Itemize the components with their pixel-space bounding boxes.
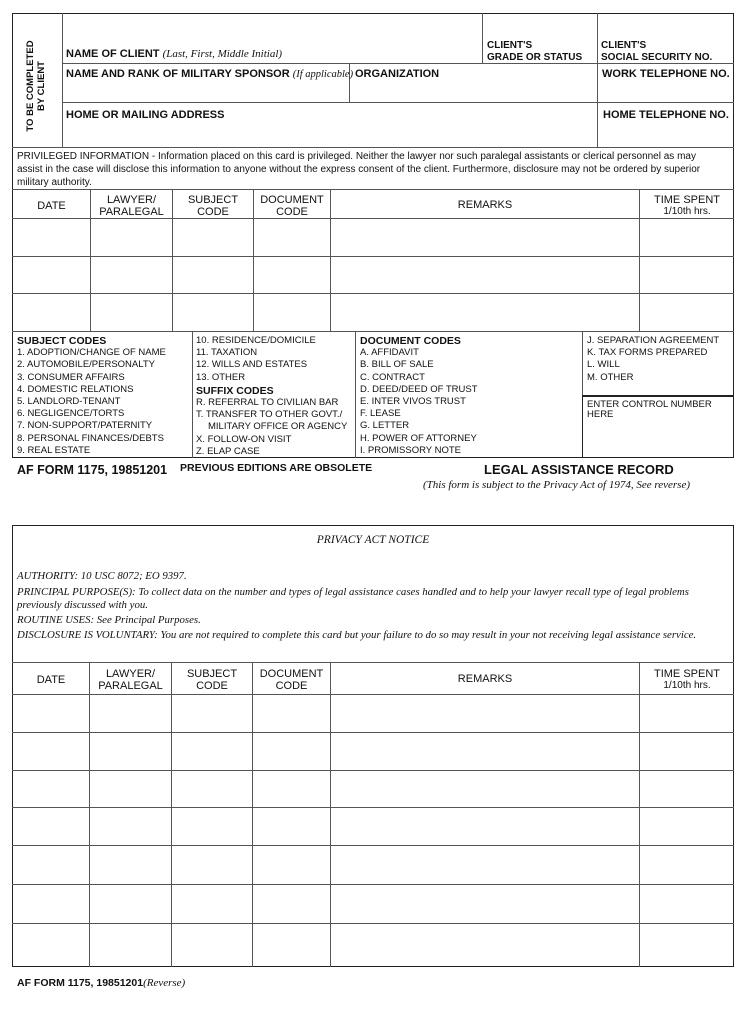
- col-subject-line1: SUBJECT: [186, 668, 238, 680]
- privacy-routine: ROUTINE USES: See Principal Purposes.: [17, 614, 201, 626]
- list-item: 12. WILLS AND ESTATES: [196, 359, 308, 371]
- client-name-label-text: NAME OF CLIENT: [66, 48, 160, 60]
- col-document-line1: DOCUMENT: [259, 668, 324, 680]
- divider: [639, 662, 640, 967]
- sponsor-label: [66, 68, 353, 80]
- col-subject-line2: CODE: [196, 680, 228, 692]
- divider: [12, 147, 734, 148]
- list-item: X. FOLLOW-ON VISIT: [196, 433, 292, 445]
- divider: [12, 662, 734, 663]
- subject-codes-title: SUBJECT CODES: [17, 335, 107, 347]
- list-item: 4. DOMESTIC RELATIONS: [17, 383, 134, 395]
- divider: [12, 884, 734, 885]
- grade-label-line1: CLIENT'S: [487, 40, 533, 51]
- divider: [597, 13, 598, 147]
- work-phone-label: WORK TELEPHONE NO.: [602, 68, 730, 80]
- organization-label: ORGANIZATION: [355, 68, 440, 80]
- divider: [192, 331, 193, 458]
- list-item: 2. AUTOMOBILE/PERSONALTY: [17, 359, 155, 371]
- ssn-label: [601, 40, 712, 64]
- col-subject-line1: SUBJECT: [187, 194, 239, 206]
- list-item: R. REFERRAL TO CIVILIAN BAR: [196, 397, 339, 409]
- col-date: DATE: [36, 674, 66, 686]
- sponsor-label-text: NAME AND RANK OF MILITARY SPONSOR: [66, 68, 290, 80]
- list-item: 8. PERSONAL FINANCES/DEBTS: [17, 432, 164, 444]
- divider: [252, 662, 253, 967]
- control-number-label-line2: HERE: [587, 409, 614, 420]
- privacy-act-note: (This form is subject to the Privacy Act of 1974, See reverse): [423, 479, 690, 491]
- list-item: 3. CONSUMER AFFAIRS: [17, 371, 125, 383]
- form-id: AF FORM 1175, 19851201: [17, 463, 168, 477]
- col-lawyer: [90, 668, 171, 692]
- col-lawyer-line2: PARALEGAL: [99, 206, 164, 218]
- grade-label-line2: GRADE OR STATUS: [487, 52, 583, 63]
- divider: [12, 694, 734, 695]
- col-document-line1: DOCUMENT: [260, 194, 324, 206]
- col-date: DATE: [37, 200, 66, 212]
- divider: [12, 293, 734, 294]
- list-item: J. SEPARATION AGREEMENT: [587, 335, 720, 346]
- list-item: K. TAX FORMS PREPARED: [587, 347, 708, 359]
- list-item: T. TRANSFER TO OTHER GOVT./: [196, 409, 343, 421]
- divider: [12, 218, 734, 219]
- col-time-line2: 1/10th hrs.: [663, 680, 711, 691]
- list-item: D. DEED/DEED OF TRUST: [360, 383, 478, 395]
- list-item: Z. ELAP CASE: [196, 445, 260, 457]
- col-document: [254, 194, 330, 218]
- list-item: A. AFFIDAVIT: [360, 347, 419, 359]
- divider: [12, 807, 734, 808]
- subject-codes-continued: [196, 335, 347, 458]
- col-document: [253, 668, 330, 692]
- control-number-field[interactable]: [587, 400, 712, 420]
- divider: [482, 13, 483, 63]
- home-phone-label: HOME TELEPHONE NO.: [603, 109, 729, 121]
- list-item: 10. RESIDENCE/DOMICILE: [196, 335, 316, 346]
- list-item: 7. NON-SUPPORT/PATERNITY: [17, 420, 153, 432]
- divider: [355, 331, 356, 458]
- col-lawyer-line1: LAWYER/: [106, 194, 157, 206]
- list-item: MILITARY OFFICE OR AGENCY: [208, 421, 348, 433]
- divider: [12, 732, 734, 733]
- divider: [12, 189, 734, 190]
- divider: [12, 845, 734, 846]
- ssn-label-line2: SOCIAL SECURITY NO.: [601, 52, 713, 63]
- grade-label: [487, 40, 582, 64]
- privileged-notice: PRIVILEGED INFORMATION - Information placed on this card is privileged. Neither the lawyer nor such paralegal assistants or clerical personnel as may assist in the case will disclose this information to anyone without the express consent of the client. Furthermore, disclosure may not be ordered by superior military authority.: [17, 151, 701, 188]
- col-time: [640, 194, 734, 218]
- col-time-line1: TIME SPENT: [653, 194, 720, 206]
- divider: [171, 662, 172, 967]
- list-item: F. LEASE: [360, 408, 401, 420]
- suffix-codes-title: SUFFIX CODES: [196, 384, 274, 397]
- divider: [12, 923, 734, 924]
- side-label: [25, 21, 49, 151]
- divider: [12, 331, 734, 332]
- divider: [330, 662, 331, 967]
- document-codes-continued: [587, 335, 719, 384]
- privacy-purpose: PRINCIPAL PURPOSE(S): To collect data on the number and types of legal assistance cases handled and to help your lawyer recall type of legal problems previously discussed with you.: [17, 586, 689, 611]
- list-item: C. CONTRACT: [360, 371, 425, 383]
- reverse-label: (Reverse): [143, 977, 186, 989]
- client-name-field[interactable]: [63, 14, 481, 62]
- col-document-line2: CODE: [276, 206, 308, 218]
- col-lawyer: [91, 194, 172, 218]
- address-label: HOME OR MAILING ADDRESS: [66, 109, 225, 121]
- col-remarks: REMARKS: [457, 673, 513, 685]
- col-time-line2: 1/10th hrs.: [663, 206, 711, 217]
- divider: [62, 102, 734, 103]
- list-item: L. WILL: [587, 359, 620, 371]
- subject-codes: [17, 335, 166, 457]
- divider: [12, 256, 734, 257]
- list-item: 9. REAL ESTATE: [17, 444, 91, 456]
- col-time: [640, 668, 734, 692]
- col-subject: [173, 194, 253, 218]
- divider: [12, 770, 734, 771]
- privacy-authority: AUTHORITY: 10 USC 8072; EO 9397.: [17, 570, 187, 582]
- side-label-line1: TO BE COMPLETED: [25, 40, 36, 132]
- reverse-footer: [17, 973, 185, 991]
- col-document-line2: CODE: [275, 680, 308, 692]
- list-item: 13. OTHER: [196, 371, 246, 383]
- col-lawyer-line2: PARALEGAL: [98, 680, 163, 692]
- list-item: E. INTER VIVOS TRUST: [360, 396, 466, 408]
- col-subject: [172, 668, 252, 692]
- col-remarks: REMARKS: [457, 199, 513, 211]
- list-item: B. BILL OF SALE: [360, 359, 434, 371]
- col-time-line1: TIME SPENT: [653, 668, 720, 680]
- form-title: LEGAL ASSISTANCE RECORD: [484, 462, 674, 477]
- list-item: H. POWER OF ATTORNEY: [360, 432, 477, 444]
- col-lawyer-line1: LAWYER/: [105, 668, 156, 680]
- list-item: 5. LANDLORD-TENANT: [17, 396, 121, 408]
- obsolete-note: PREVIOUS EDITIONS ARE OBSOLETE: [180, 462, 373, 474]
- list-item: M. OTHER: [587, 371, 634, 383]
- privacy-disclosure: DISCLOSURE IS VOLUNTARY: You are not required to complete this card but your failure to do so may result in your not receiving legal assistance service.: [17, 629, 697, 641]
- control-number-label-line1: ENTER CONTROL NUMBER: [587, 399, 712, 410]
- sponsor-hint: (If applicable): [292, 69, 354, 80]
- divider: [89, 662, 90, 967]
- col-subject-line2: CODE: [197, 206, 229, 218]
- privacy-heading: PRIVACY ACT NOTICE: [316, 534, 430, 546]
- side-label-line2: BY CLIENT: [36, 61, 47, 111]
- list-item: 11. TAXATION: [196, 347, 258, 359]
- ssn-label-line1: CLIENT'S: [601, 40, 647, 51]
- list-item: 6. NEGLIGENCE/TORTS: [17, 408, 125, 420]
- list-item: 1. ADOPTION/CHANGE OF NAME: [17, 347, 166, 359]
- list-item: I. PROMISSORY NOTE: [360, 444, 462, 456]
- document-codes-title: DOCUMENT CODES: [360, 335, 461, 347]
- list-item: G. LETTER: [360, 420, 410, 432]
- document-codes: [360, 335, 478, 457]
- reverse-form-id: AF FORM 1175, 19851201: [17, 977, 144, 989]
- client-name-hint: (Last, First, Middle Initial): [162, 48, 283, 60]
